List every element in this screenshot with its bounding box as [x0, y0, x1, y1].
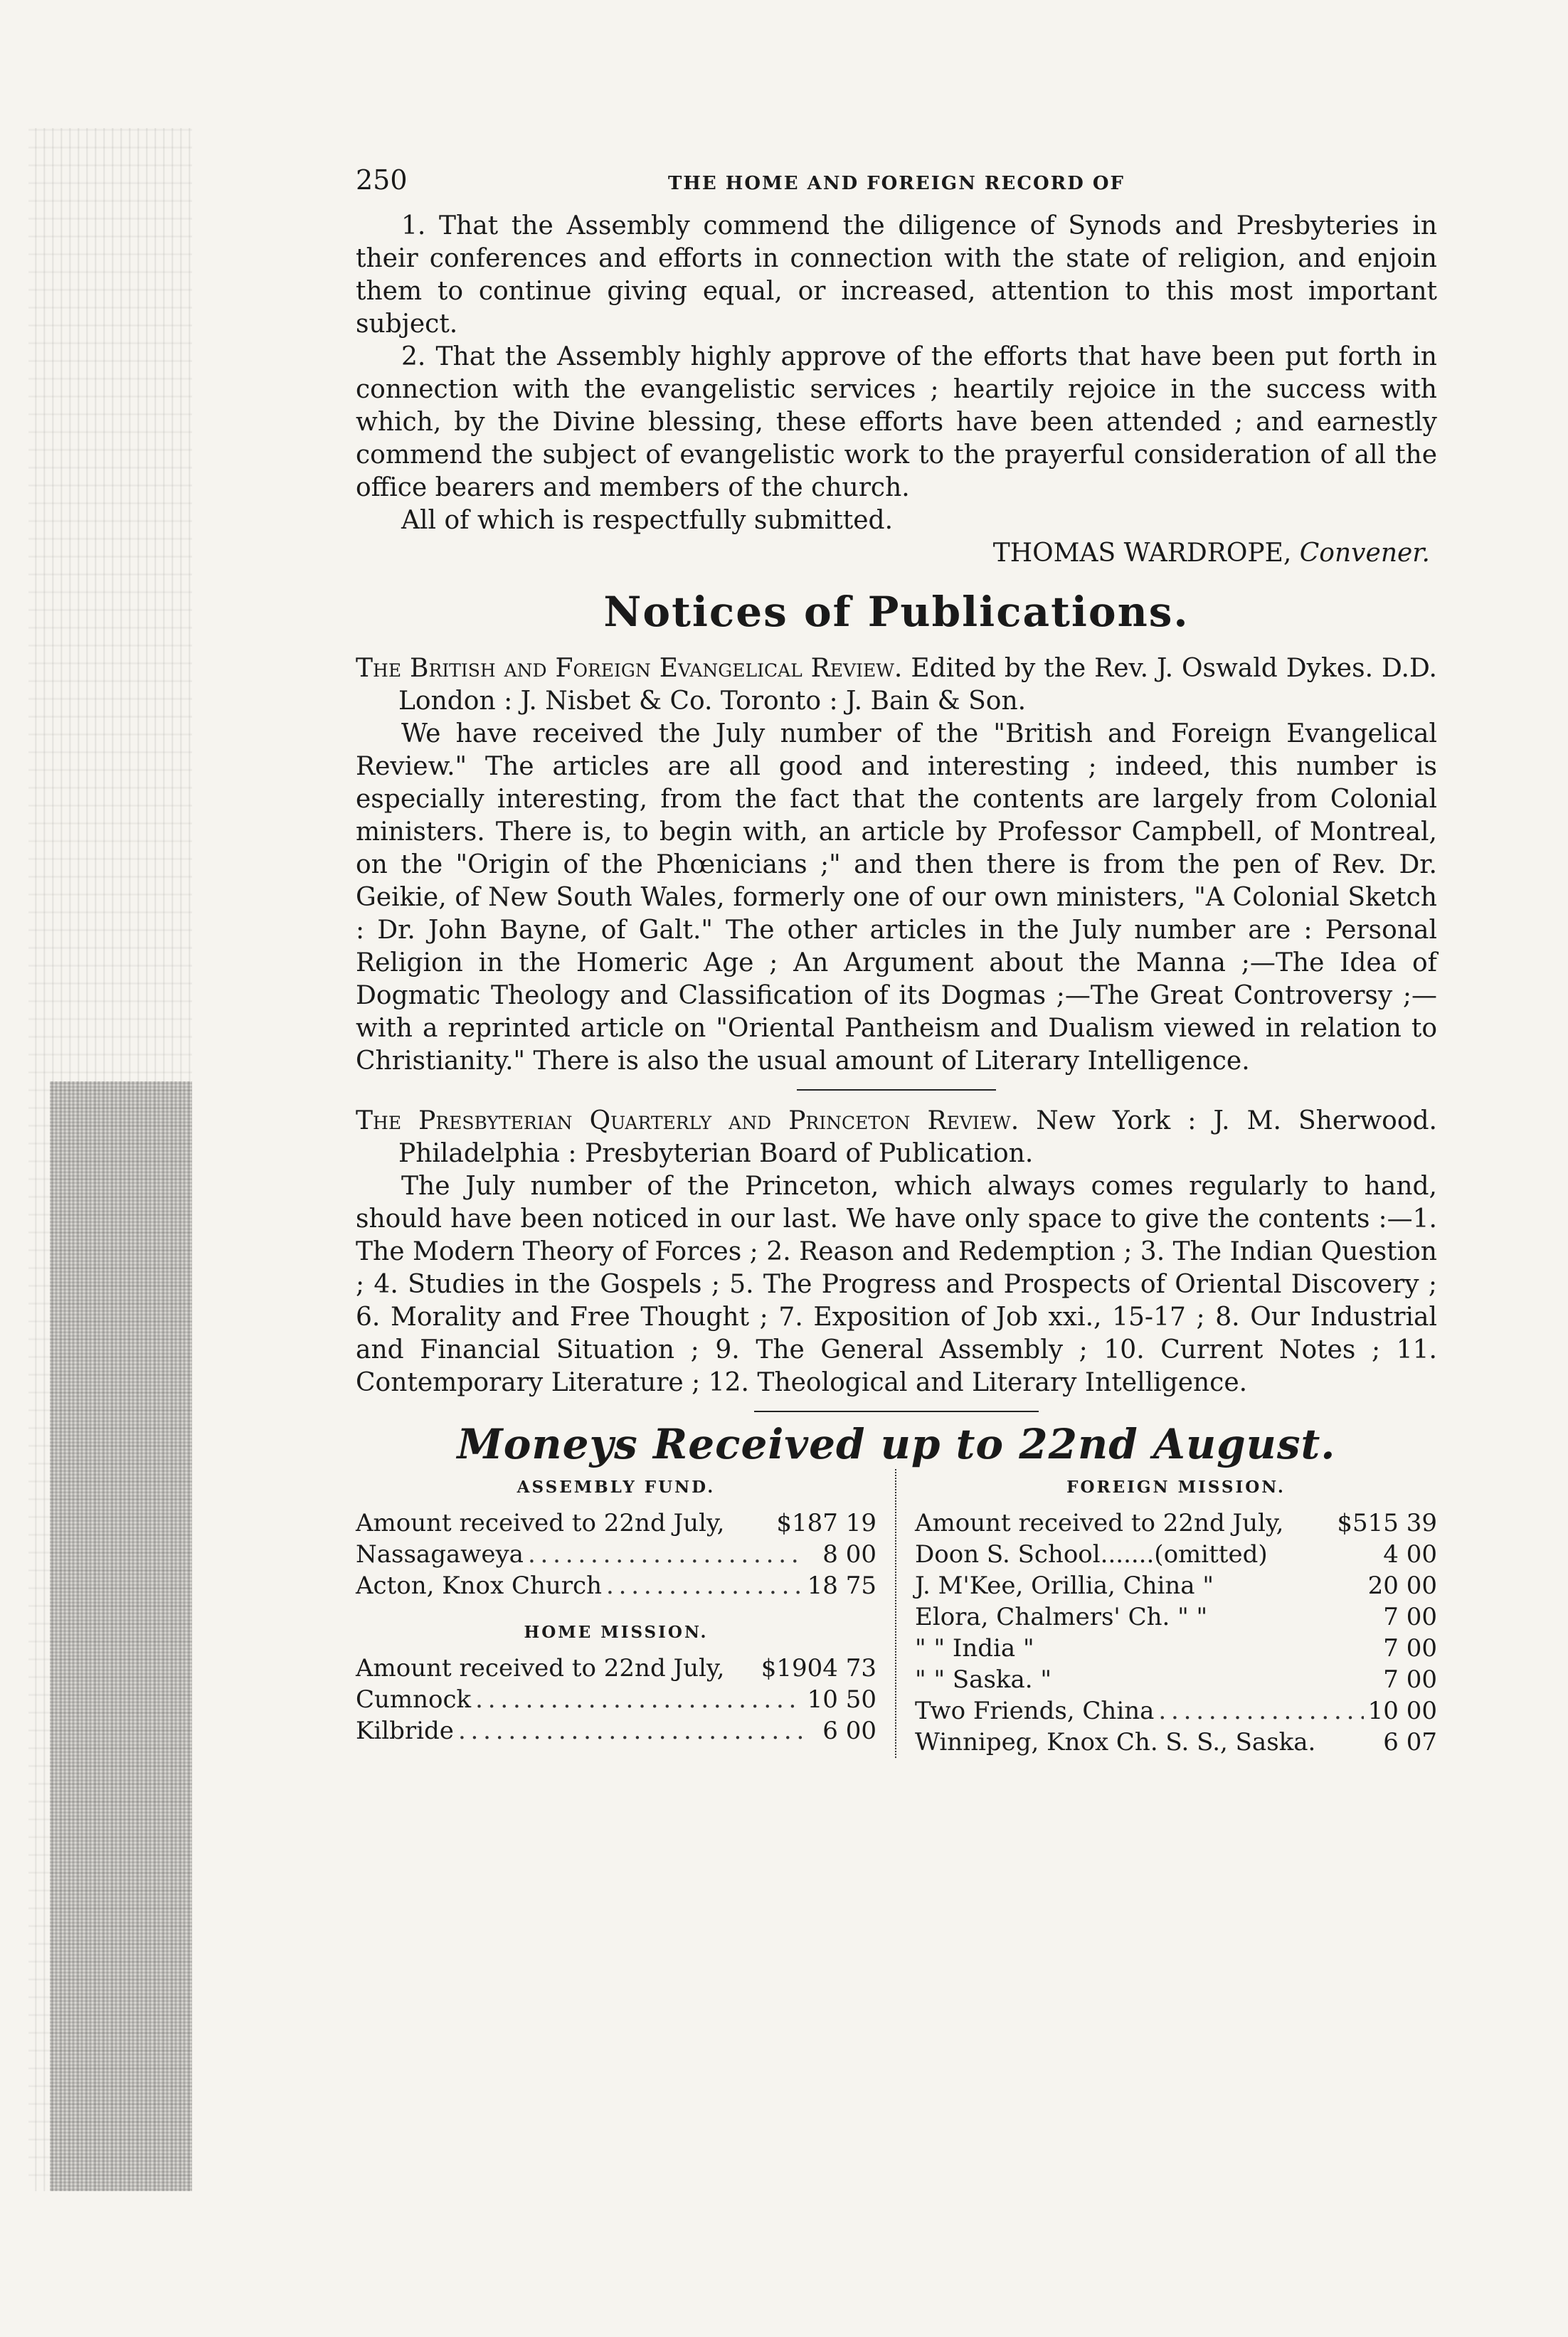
section-divider-2 — [754, 1411, 1039, 1412]
ledger-amount: 4 00 — [1383, 1540, 1437, 1569]
review-2-heading — [356, 1105, 1437, 1170]
ledger-leader — [475, 1684, 802, 1715]
foreign-mission-list — [915, 1507, 1437, 1758]
report-paragraph-1: 1. That the Assembly commend the diligence of Synods and Presbyteries in their conferences and efforts in connection with the state of religion, and enjoin them to continue giving equal, or increased, attention to this most important subject. — [356, 211, 1437, 339]
ledger-row — [915, 1601, 1437, 1633]
moneys-right-column — [896, 1469, 1437, 1758]
ledger-amount: 8 00 — [822, 1540, 876, 1569]
ledger-leader — [528, 1539, 804, 1570]
ledger-row — [915, 1539, 1437, 1570]
ledger-amount: 10 00 — [1367, 1697, 1437, 1725]
signature-name: THOMAS WARDROPE, — [992, 539, 1292, 568]
moneys-heading: Moneys Received up to 22nd August. — [457, 1420, 1336, 1468]
ledger-label: Cumnock — [356, 1685, 472, 1714]
ledger-label: Doon S. School.......(omitted) — [915, 1540, 1268, 1569]
ledger-amount: 18 75 — [807, 1572, 876, 1600]
ledger-row — [356, 1653, 876, 1684]
review-2-details: New York : J. M. Sherwood. Philadelphia : Presbyterian Board of Publication. — [398, 1106, 1437, 1168]
ledger-amount: 7 00 — [1383, 1665, 1437, 1694]
ledger-row — [915, 1695, 1437, 1727]
signature-role: Convener. — [1299, 539, 1430, 568]
home-mission-title: HOME MISSION. — [524, 1623, 709, 1642]
review-1-body: We have received the July number of the "British and Foreign Evangelical Review." The articles are all good and interesting ; indeed, this number is especially interesting, from the fact that the contents are largely from Colonial ministers. There is, to begin with, an article by Professor Campbell, of Montreal, on the "Origin of the Phœnicians ;" and then there is from the pen of Rev. Dr. Geikie, of New South Wales, formerly one of our own ministers, "A Colonial Sketch : Dr. John Bayne, of Galt." The other articles in the July number are : Personal Religion in the Homeric Age ; An Argument about the Manna ;—The Idea of Dogmatic Theology and Classification of its Dogmas ;—The Great Controversy ;—with a reprinted article on "Oriental Pantheism and Dualism viewed in relation to Christianity." There is also the usual amount of Literary Intelligence. — [356, 719, 1437, 1076]
assembly-fund-list — [356, 1507, 876, 1601]
ledger-amount: $187 19 — [776, 1509, 876, 1537]
moneys-left-column — [356, 1469, 896, 1758]
ledger-label: Elora, Chalmers' Ch. " " — [915, 1603, 1208, 1631]
ledger-amount: 6 00 — [822, 1717, 876, 1745]
report-closing: All of which is respectfully submitted. — [401, 506, 894, 535]
ledger-amount: 7 00 — [1383, 1603, 1437, 1631]
moneys-table — [356, 1469, 1437, 1758]
page-number: 250 — [356, 164, 408, 196]
ledger-row — [915, 1727, 1437, 1758]
ledger-row — [915, 1570, 1437, 1601]
ledger-label: Winnipeg, Knox Ch. S. S., Saska. — [915, 1728, 1316, 1756]
foreign-mission-title: FOREIGN MISSION. — [1066, 1478, 1286, 1497]
ledger-row — [915, 1664, 1437, 1695]
ledger-label: Two Friends, China — [915, 1697, 1155, 1725]
ledger-label: " " Saska. " — [915, 1665, 1052, 1694]
ledger-leader — [606, 1570, 803, 1601]
document-page — [356, 164, 1437, 1758]
ledger-amount: 20 00 — [1367, 1572, 1437, 1600]
ledger-label: J. M'Kee, Orillia, China " — [915, 1572, 1214, 1600]
page-header — [356, 164, 1437, 200]
ledger-amount: $1904 73 — [761, 1654, 876, 1682]
assembly-fund-title: ASSEMBLY FUND. — [517, 1478, 716, 1497]
scan-binding-edge-dense — [50, 1081, 192, 2191]
ledger-label: Amount received to 22nd July, — [356, 1654, 725, 1682]
ledger-row — [356, 1570, 876, 1601]
ledger-label: Kilbride — [356, 1717, 454, 1745]
ledger-label: Acton, Knox Church — [356, 1572, 602, 1600]
ledger-row — [356, 1539, 876, 1570]
ledger-row — [356, 1684, 876, 1715]
notices-heading: Notices of Publications. — [603, 588, 1190, 636]
review-2-body: The July number of the Princeton, which always comes regularly to hand, should have been noticed in our last. We have only space to give the contents :—1. The Modern Theory of Forces ; 2. Reason and Redemption ; 3. The Indian Question ; 4. Studies in the Gospels ; 5. The Progress and Prospects of Oriental Discovery ; 6. Morality and Free Thought ; 7. Exposition of Job xxi., 15-17 ; 8. Our Industrial and Financial Situation ; 9. The General Assembly ; 10. Current Notes ; 11. Contemporary Literature ; 12. Theological and Literary Intelligence. — [356, 1172, 1437, 1397]
ledger-row — [915, 1633, 1437, 1664]
review-1-title: The British and Foreign Evangelical Review. — [356, 654, 903, 683]
review-1-details: Edited by the Rev. J. Oswald Dykes. D.D. London : J. Nisbet & Co. Toronto : J. Bain & Son. — [398, 654, 1437, 716]
home-mission-list — [356, 1653, 876, 1747]
ledger-amount: $515 39 — [1337, 1509, 1437, 1537]
ledger-amount: 7 00 — [1383, 1634, 1437, 1663]
ledger-amount: 10 50 — [807, 1685, 876, 1714]
review-1-heading — [356, 652, 1437, 718]
ledger-label: Nassagaweya — [356, 1540, 524, 1569]
ledger-amount: 6 07 — [1383, 1728, 1437, 1756]
review-2-title: The Presbyterian Quarterly and Princeton Review. — [356, 1106, 1019, 1135]
report-signature — [356, 537, 1437, 570]
report-paragraph-2: 2. That the Assembly highly approve of the efforts that have been put forth in connection with the evangelistic services ; heartily rejoice in the success with which, by the Divine blessing, these efforts have been attended ; and earnestly commend the subject of evangelistic work to the prayerful consideration of all the office bearers and members of the church. — [356, 342, 1437, 502]
ledger-leader — [1158, 1695, 1363, 1727]
ledger-row — [356, 1507, 876, 1539]
section-divider — [797, 1089, 996, 1091]
ledger-label: " " India " — [915, 1634, 1034, 1663]
ledger-leader — [458, 1715, 804, 1747]
running-head: THE HOME AND FOREIGN RECORD OF — [668, 173, 1125, 194]
ledger-row — [915, 1507, 1437, 1539]
ledger-label: Amount received to 22nd July, — [915, 1509, 1284, 1537]
ledger-row — [356, 1715, 876, 1747]
ledger-label: Amount received to 22nd July, — [356, 1509, 725, 1537]
